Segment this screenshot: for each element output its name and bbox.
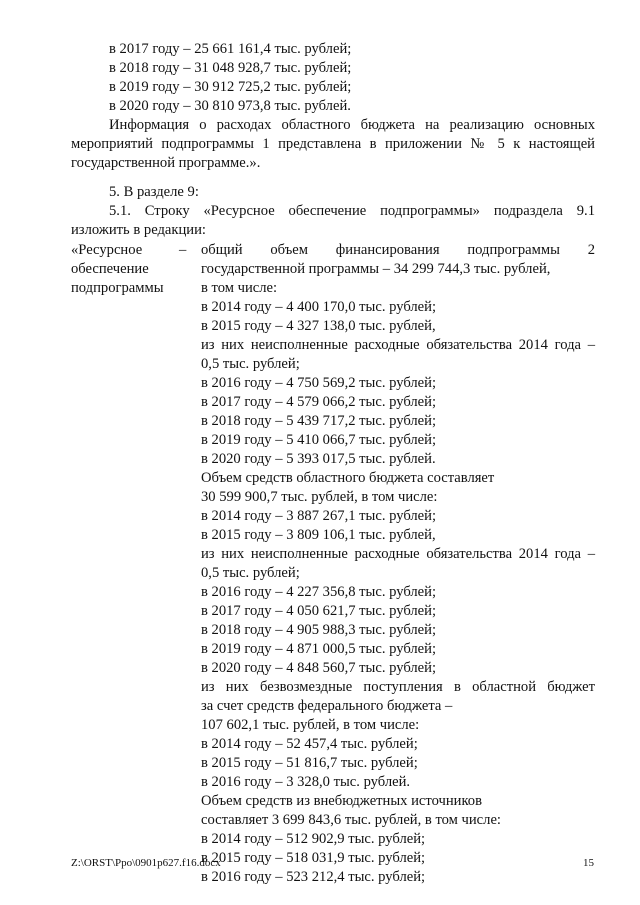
table-line: Объем средств областного бюджета составляет [201, 470, 495, 486]
table-line: государственной программы – 34 299 744,3 тыс. рублей, [201, 261, 551, 277]
top-line-2019: в 2019 году – 30 912 725,2 тыс. рублей; [109, 79, 352, 95]
table-line: в 2019 году – 5 410 066,7 тыс. рублей; [201, 432, 437, 448]
table-line: общий объем финансирования подпрограммы 2 [201, 242, 595, 258]
info-paragraph-line-2: мероприятий подпрограммы 1 представлена в приложении № 5 к настоящей [71, 136, 595, 152]
table-line: в 2014 году – 512 902,9 тыс. рублей; [201, 831, 426, 847]
table-line: в 2016 году – 4 227 356,8 тыс. рублей; [201, 584, 437, 600]
table-dash: – [179, 242, 187, 258]
table-line: за счет средств федерального бюджета – [201, 698, 453, 714]
table-line: в 2015 году – 4 327 138,0 тыс. рублей, [201, 318, 436, 334]
table-line: 0,5 тыс. рублей; [201, 356, 300, 372]
table-line: Объем средств из внебюджетных источников [201, 793, 482, 809]
table-content-column [201, 241, 595, 887]
table-line: в 2016 году – 3 328,0 тыс. рублей. [201, 774, 411, 790]
table-line: в том числе: [201, 280, 278, 296]
info-paragraph-line-1: Информация о расходах областного бюджета на реализацию основных [109, 117, 595, 133]
table-line: составляет 3 699 843,6 тыс. рублей, в том числе: [201, 812, 501, 828]
table-line: 107 602,1 тыс. рублей, в том числе: [201, 717, 420, 733]
table-line: в 2015 году – 51 816,7 тыс. рублей; [201, 755, 418, 771]
top-line-2017: в 2017 году – 25 661 161,4 тыс. рублей; [109, 41, 352, 57]
table-line: в 2020 году – 4 848 560,7 тыс. рублей; [201, 660, 437, 676]
footer-page-number: 15 [583, 857, 594, 869]
table-line: в 2014 году – 52 457,4 тыс. рублей; [201, 736, 418, 752]
table-line: в 2019 году – 4 871 000,5 тыс. рублей; [201, 641, 437, 657]
top-line-2020: в 2020 году – 30 810 973,8 тыс. рублей. [109, 98, 351, 114]
subsection-line-1: 5.1. Строку «Ресурсное обеспечение подпрограммы» подраздела 9.1 [109, 203, 595, 219]
section-heading: 5. В разделе 9: [109, 184, 199, 200]
table-line: в 2018 году – 4 905 988,3 тыс. рублей; [201, 622, 437, 638]
table-line: в 2015 году – 518 031,9 тыс. рублей; [201, 850, 426, 866]
table-line: 30 599 900,7 тыс. рублей, в том числе: [201, 489, 438, 505]
table-label-line-3: подпрограммы [71, 280, 164, 296]
subsection-line-2: изложить в редакции: [71, 222, 206, 238]
table-line: из них неисполненные расходные обязательства 2014 года – [201, 546, 595, 562]
footer-file-path: Z:\ORST\Ppo\0901p627.f16.docx [71, 857, 221, 869]
table-line: в 2017 году – 4 050 621,7 тыс. рублей; [201, 603, 437, 619]
table-line: в 2014 году – 4 400 170,0 тыс. рублей; [201, 299, 437, 315]
info-paragraph-line-3: государственной программе.». [71, 155, 261, 171]
table-label-line-2: обеспечение [71, 261, 149, 277]
table-line: в 2016 году – 4 750 569,2 тыс. рублей; [201, 375, 437, 391]
table-line: из них неисполненные расходные обязательства 2014 года – [201, 337, 595, 353]
table-line: в 2018 году – 5 439 717,2 тыс. рублей; [201, 413, 437, 429]
table-line: в 2020 году – 5 393 017,5 тыс. рублей. [201, 451, 436, 467]
table-line: 0,5 тыс. рублей; [201, 565, 300, 581]
table-line: в 2015 году – 3 809 106,1 тыс. рублей, [201, 527, 436, 543]
table-label-line-1: «Ресурсное [71, 242, 143, 258]
top-line-2018: в 2018 году – 31 048 928,7 тыс. рублей; [109, 60, 352, 76]
table-line: в 2017 году – 4 579 066,2 тыс. рублей; [201, 394, 437, 410]
table-line: в 2016 году – 523 212,4 тыс. рублей; [201, 869, 426, 885]
table-line: в 2014 году – 3 887 267,1 тыс. рублей; [201, 508, 437, 524]
table-line: из них безвозмездные поступления в областной бюджет [201, 679, 595, 695]
